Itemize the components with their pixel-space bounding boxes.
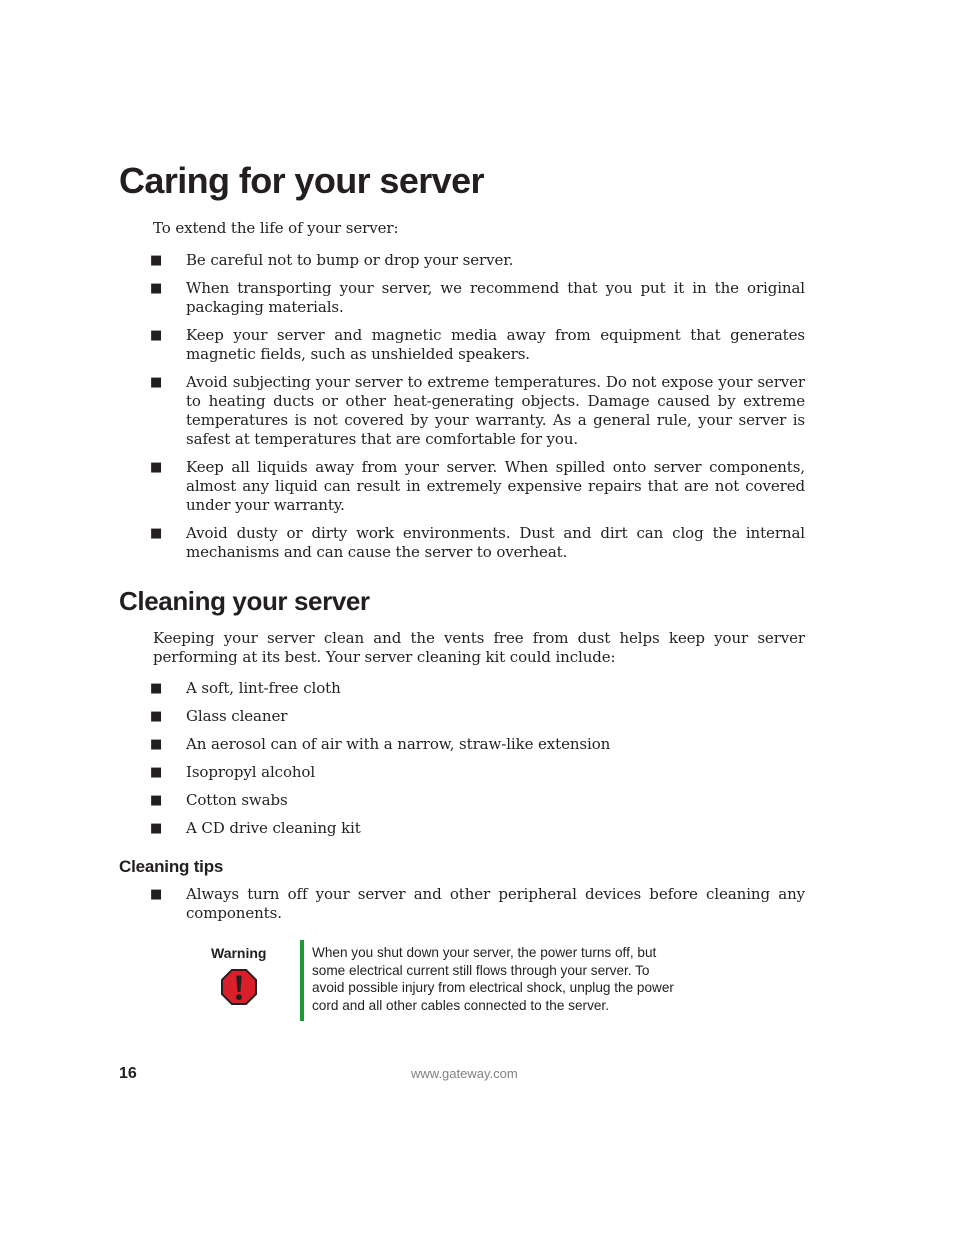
bullet-icon: ■ — [150, 887, 163, 902]
list-item-text: Avoid subjecting your server to extreme temperatures. Do not expose your server to heating ducts or other heat-generating objects. Damage caused by extreme temperatures is not covered by your warranty. As a general rule, your server is safest at temperatures that are comfortable for you. — [186, 373, 805, 448]
list-item — [150, 885, 805, 923]
intro-paragraph: To extend the life of your server: — [153, 219, 399, 237]
list-item — [150, 458, 805, 515]
list-item-text: Keep all liquids away from your server. When spilled onto server components, almost any liquid can result in extremely expensive repairs that are not covered under your warranty. — [186, 458, 805, 514]
bullet-icon: ■ — [150, 328, 163, 343]
bullet-icon: ■ — [150, 253, 163, 268]
list-item — [150, 707, 805, 726]
list-item-text: Isopropyl alcohol — [186, 763, 316, 781]
bullet-icon: ■ — [150, 526, 163, 541]
list-item — [150, 524, 805, 562]
bullet-icon: ■ — [150, 375, 163, 390]
cleaning-intro-paragraph: Keeping your server clean and the vents free from dust helps keep your server performing at its best. Your server cleaning kit could include: — [153, 629, 805, 666]
list-item — [150, 251, 805, 270]
list-item-text: A CD drive cleaning kit — [186, 819, 361, 837]
list-item-text: Cotton swabs — [186, 791, 288, 809]
cleaning-tips-list — [150, 885, 805, 923]
bullet-icon: ■ — [150, 460, 163, 475]
warning-octagon-icon — [220, 968, 258, 1006]
page-title: Caring for your server — [119, 160, 484, 201]
bullet-icon: ■ — [150, 793, 163, 808]
care-bullet-list — [150, 251, 805, 571]
list-item-text: An aerosol can of air with a narrow, straw-like extension — [186, 735, 611, 753]
section-heading-cleaning: Cleaning your server — [119, 586, 370, 616]
list-item-text: A soft, lint-free cloth — [186, 679, 341, 697]
bullet-icon: ■ — [150, 737, 163, 752]
bullet-icon: ■ — [150, 821, 163, 836]
warning-label: Warning — [211, 945, 267, 961]
list-item — [150, 279, 805, 317]
list-item-text: Keep your server and magnetic media away from equipment that generates magnetic fields, such as unshielded speakers. — [186, 326, 805, 363]
bullet-icon: ■ — [150, 709, 163, 724]
warning-text: When you shut down your server, the power turns off, but some electrical current still flows through your server. To avoid possible injury from electrical shock, unplug the power cord and all other cables connected to the server. — [312, 945, 674, 1013]
list-item — [150, 326, 805, 364]
list-item — [150, 791, 805, 810]
list-item — [150, 819, 805, 838]
list-item-text: Always turn off your server and other peripheral devices before cleaning any components. — [186, 885, 805, 922]
bullet-icon: ■ — [150, 765, 163, 780]
footer-url: www.gateway.com — [411, 1066, 518, 1081]
list-item-text: When transporting your server, we recommend that you put it in the original packaging materials. — [186, 279, 805, 316]
subsection-heading-cleaning-tips: Cleaning tips — [119, 857, 224, 876]
warning-divider-bar — [300, 940, 304, 1021]
list-item-text: Glass cleaner — [186, 707, 288, 725]
bullet-icon: ■ — [150, 681, 163, 696]
list-item — [150, 763, 805, 782]
list-item — [150, 679, 805, 698]
cleaning-kit-list — [150, 679, 805, 847]
page-number: 16 — [119, 1065, 137, 1082]
list-item-text: Be careful not to bump or drop your server. — [186, 251, 514, 269]
list-item — [150, 373, 805, 449]
bullet-icon: ■ — [150, 281, 163, 296]
list-item — [150, 735, 805, 754]
list-item-text: Avoid dusty or dirty work environments. Dust and dirt can clog the internal mechanisms and can cause the server to overheat. — [186, 524, 805, 561]
